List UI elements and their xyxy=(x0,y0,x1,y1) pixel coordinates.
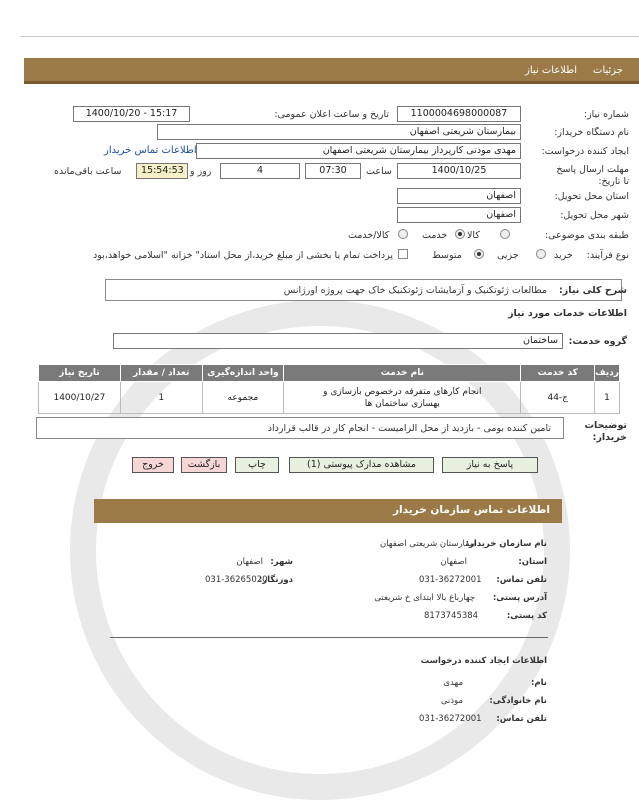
col-name: نام خدمت xyxy=(284,365,521,382)
category-goods-label: کالا xyxy=(467,230,480,241)
category-service-radio[interactable] xyxy=(455,229,465,239)
col-code: کد خدمت xyxy=(521,365,595,382)
category-label: طبقه بندی موضوعی: xyxy=(544,230,629,241)
buyer-notes-label: توضیحات خریدار: xyxy=(584,420,627,443)
province-field: اصفهان xyxy=(397,188,521,204)
contact-phone-label: تلفن تماس: xyxy=(496,575,547,585)
creator-phone-value: 031-36272001 xyxy=(419,714,482,724)
process-partial-radio[interactable] xyxy=(536,249,546,259)
buyer-contact-link[interactable]: اطلاعات تماس خریدار xyxy=(104,145,197,156)
services-title: اطلاعات خدمات مورد نیاز xyxy=(508,308,627,319)
buyer-notes-text: تامین کننده بومی - بازدید از محل الزامیست - انجام کار در قالب قرارداد xyxy=(267,423,551,434)
creator-family-value: موذنی xyxy=(440,696,463,706)
exit-button[interactable]: خروج xyxy=(132,457,174,473)
need-number-field: 1100004698000087 xyxy=(397,106,521,122)
items-table xyxy=(38,364,620,414)
contact-phone-value: 031-36272001 xyxy=(419,575,482,585)
tab-need-info[interactable]: اطلاعات نیاز xyxy=(525,65,577,76)
category-goods-service-radio[interactable] xyxy=(398,229,408,239)
creator-name-value: مهدی xyxy=(443,678,463,688)
col-qty: تعداد / مقدار xyxy=(120,365,202,382)
contact-fax-label: دورنگار: xyxy=(258,575,293,585)
top-divider xyxy=(20,36,639,37)
city-field: اصفهان xyxy=(397,207,521,223)
tab-details[interactable]: جزئیات xyxy=(593,65,623,76)
col-unit: واحد اندازه‌گیری xyxy=(202,365,284,382)
process-label: نوع فرآیند: xyxy=(586,250,629,261)
contact-city-value: اصفهان xyxy=(236,557,263,567)
back-button[interactable]: بازگشت xyxy=(181,457,227,473)
process-medium-radio[interactable] xyxy=(474,249,484,259)
attachments-button[interactable]: مشاهده مدارک پیوستی (1) xyxy=(289,457,434,473)
contact-province-label: استان: xyxy=(518,557,547,567)
contact-section-title: اطلاعات تماس سازمان خریدار xyxy=(393,504,550,516)
creator-info-title: اطلاعات ایجاد کننده درخواست xyxy=(420,656,547,666)
contact-province-value: اصفهان xyxy=(440,557,467,567)
header-bar xyxy=(24,58,639,84)
print-button[interactable]: چاپ xyxy=(235,457,279,473)
summary-label: شرح کلی نیاز: xyxy=(558,285,627,296)
cell-name: انجام کارهای متفرقه درخصوص بازسازی و بهسازی ساختمان ها xyxy=(284,382,521,414)
deadline-label: مهلت ارسال پاسخ تا تاریخ: xyxy=(556,164,629,187)
creator-family-label: نام خانوادگی: xyxy=(489,696,547,706)
service-group-field: ساختمان xyxy=(113,333,563,349)
treasury-payment-note: پرداخت تمام یا بخشی از مبلغ خرید،از محل اسناد" خزانه "اسلامی خواهد،بود xyxy=(93,250,393,261)
deadline-time-field: 07:30 xyxy=(305,163,361,179)
process-partial-label: جزیی xyxy=(497,250,519,261)
process-medium-label: متوسط xyxy=(432,250,462,261)
creator-phone-label: تلفن تماس: xyxy=(496,714,547,724)
service-group-label: گروه خدمت: xyxy=(568,336,627,347)
contact-postal-label: کد پستی: xyxy=(506,611,547,621)
org-value: بیمارستان شریعتی اصفهان xyxy=(379,539,475,549)
cell-date: 1400/10/27 xyxy=(39,382,121,414)
treasury-payment-checkbox[interactable] xyxy=(398,249,408,259)
cell-unit: مجموعه xyxy=(202,382,284,414)
remaining-time-field: 15:54:53 xyxy=(136,163,188,179)
creator-label: ایجاد کننده درخواست: xyxy=(541,146,629,157)
contact-section-header xyxy=(94,499,562,523)
contact-address-value: چهارباغ بالا ابتدای خ شریعتی xyxy=(374,593,475,603)
days-left-field: 4 xyxy=(220,163,300,179)
remaining-label: ساعت باقی‌مانده xyxy=(54,166,122,177)
contact-postal-value: 8173745384 xyxy=(424,611,479,621)
cell-code: ج-44 xyxy=(521,382,595,414)
contact-address-label: آدرس پستی: xyxy=(492,593,547,603)
buyer-label: نام دستگاه خریدار: xyxy=(554,127,629,138)
col-date: تاریخ نیاز xyxy=(39,365,121,382)
category-goods-radio[interactable] xyxy=(500,229,510,239)
category-service-label: خدمت xyxy=(422,230,448,241)
contact-city-label: شهر: xyxy=(270,557,293,567)
announce-field: 1400/10/20 - 15:17 xyxy=(73,106,190,122)
announce-label: تاریخ و ساعت اعلان عمومی: xyxy=(274,109,389,120)
org-label: نام سازمان خریدار: xyxy=(465,539,547,549)
cell-row: 1 xyxy=(595,382,620,414)
contact-divider xyxy=(110,637,548,638)
province-label: استان محل تحویل: xyxy=(554,191,629,202)
need-number-label: شماره نیاز: xyxy=(583,109,629,120)
deadline-date-field: 1400/10/25 xyxy=(397,163,521,179)
creator-name-label: نام: xyxy=(530,678,547,688)
category-goods-service-label: کالا/خدمت xyxy=(348,230,390,241)
table-header-row xyxy=(39,365,620,382)
reply-button[interactable]: پاسخ به نیاز xyxy=(442,457,538,473)
table-row xyxy=(39,382,620,414)
cell-qty: 1 xyxy=(120,382,202,414)
city-label: شهر محل تحویل: xyxy=(560,210,629,221)
deadline-time-label: ساعت xyxy=(366,166,392,177)
creator-field: مهدی موذنی کارپرداز بیمارستان شریعتی اصفهان xyxy=(196,143,521,159)
buyer-field: بیمارستان شریعتی اصفهان xyxy=(157,124,521,140)
contact-fax-value: 031-36265020 xyxy=(205,575,268,585)
summary-text: مطالعات ژئوتکنیک و آزمایشات ژئوتکنیک خاک جهت پروژه اورژانس xyxy=(283,285,547,296)
process-buy-label: خرید xyxy=(554,250,573,261)
days-label: روز و xyxy=(190,166,212,177)
col-row: ردیف xyxy=(595,365,620,382)
